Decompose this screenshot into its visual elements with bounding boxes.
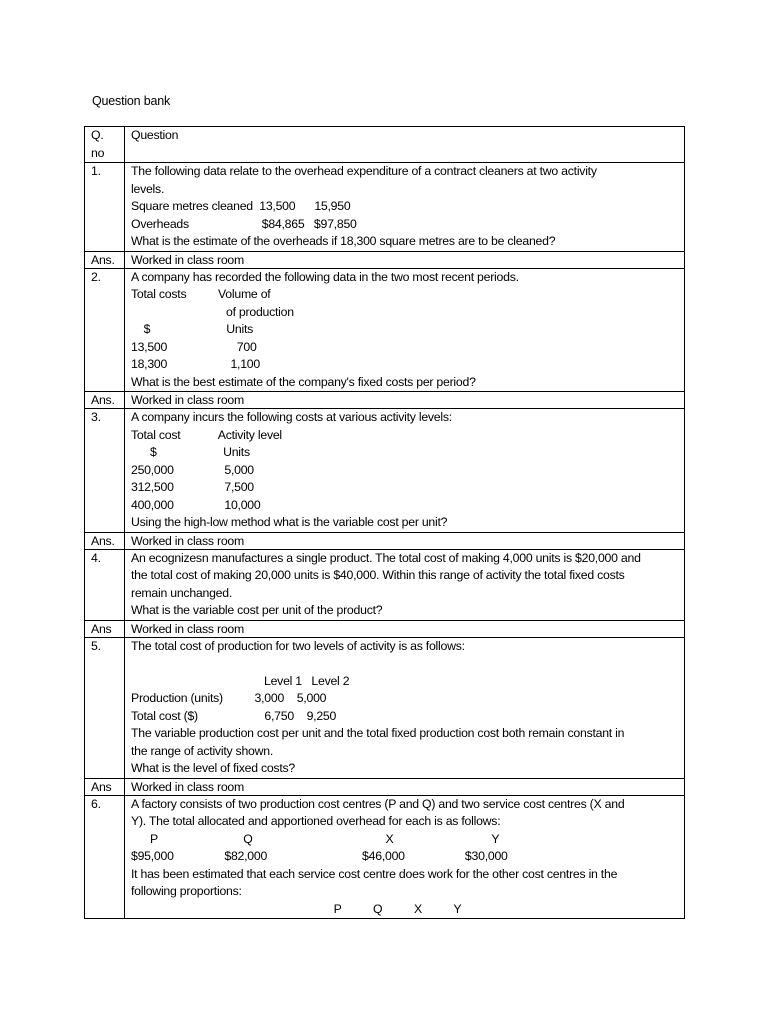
answer-row: [85, 620, 685, 637]
text-line: following proportions:: [131, 884, 242, 898]
question-text-cell: [125, 163, 685, 252]
text-line: A factory consists of two production cost centres (P and Q) and two service cost centres (X and: [131, 796, 625, 811]
answer-text-cell: [125, 620, 685, 637]
question-number-cell: 2.: [85, 268, 125, 392]
text-line: $95,000 $82,000 $46,000 $30,000: [131, 849, 508, 863]
answer-text-cell: [125, 778, 685, 795]
text-line: The total cost of production for two levels of activity is as follows:: [131, 638, 465, 653]
text-line: Total cost ($) 6,750 9,250: [131, 708, 337, 723]
answer-label-cell: Ans.: [85, 392, 125, 409]
text-line: Using the high-low method what is the variable cost per unit?: [131, 515, 448, 529]
header-qno-line: no: [91, 145, 105, 160]
text-line: The following data relate to the overhead expenditure of a contract cleaners at two activity: [131, 164, 597, 178]
text-line: 250,000 5,000: [131, 462, 254, 477]
question-number-cell: 4.: [85, 549, 125, 620]
text-line: P Q X Y: [131, 901, 462, 916]
text-line: remain unchanged.: [131, 585, 233, 600]
answer-text-cell: [125, 251, 685, 268]
question-table: [84, 126, 685, 919]
text-line: 18,300 1,100: [131, 357, 260, 371]
question-number-cell: 6.: [85, 795, 125, 919]
text-line: What is the best estimate of the company's fixed costs per period?: [131, 374, 476, 389]
header-question-cell: Question: [125, 127, 685, 163]
question-row: [85, 795, 685, 919]
question-number-cell: 3.: [85, 409, 125, 533]
question-number-cell: 5.: [85, 637, 125, 778]
question-text-cell: [125, 795, 685, 919]
text-line: Worked in class room: [131, 621, 244, 636]
document-title: Question bank: [92, 94, 171, 108]
text-line: Square metres cleaned 13,500 15,950: [131, 199, 351, 213]
answer-row: [85, 392, 685, 409]
text-line: 13,500 700: [131, 339, 257, 354]
answer-text-cell: [125, 392, 685, 409]
text-line: What is the level of fixed costs?: [131, 761, 295, 775]
text-line: A company incurs the following costs at various activity levels:: [131, 410, 452, 424]
text-line: Total costs Volume of: [131, 287, 271, 301]
text-line: It has been estimated that each service cost centre does work for the other cost centres in the: [131, 866, 618, 881]
text-line: 400,000 10,000: [131, 497, 261, 512]
text-line: 312,500 7,500: [131, 480, 254, 494]
text-line: Worked in class room: [131, 252, 244, 267]
text-line: P Q X Y: [131, 831, 500, 846]
text-line: What is the estimate of the overheads if 18,300 square metres are to be cleaned?: [131, 234, 556, 248]
text-line: levels.: [131, 181, 165, 196]
question-text-cell: [125, 409, 685, 533]
question-row: [85, 268, 685, 392]
answer-row: [85, 532, 685, 549]
text-line: A company has recorded the following data in the two most recent periods.: [131, 269, 519, 284]
text-line: Overheads $84,865 $97,850: [131, 216, 357, 231]
question-text-cell: [125, 268, 685, 392]
answer-row: [85, 778, 685, 795]
text-line: Production (units) 3,000 5,000: [131, 691, 327, 705]
answer-text-cell: [125, 532, 685, 549]
answer-row: [85, 251, 685, 268]
question-row: [85, 637, 685, 778]
question-row: [85, 409, 685, 533]
text-line: An ecognizesn manufactures a single product. The total cost of making 4,000 units is $20,000 and: [131, 550, 641, 565]
answer-label-cell: Ans.: [85, 532, 125, 549]
text-line: [131, 655, 678, 673]
text-line: The variable production cost per unit and the total fixed production cost both remain constant in: [131, 726, 625, 740]
text-line: What is the variable cost per unit of the product?: [131, 603, 383, 617]
text-line: $ Units: [131, 445, 250, 459]
question-text-cell: [125, 637, 685, 778]
answer-label-cell: Ans.: [85, 251, 125, 268]
text-line: Level 1 Level 2: [131, 673, 350, 688]
header-qno-cell: [85, 127, 125, 163]
text-line: the range of activity shown.: [131, 743, 274, 758]
text-line: $ Units: [131, 322, 254, 336]
text-line: the total cost of making 20,000 units is $40,000. Within this range of activity the total fixed costs: [131, 568, 625, 582]
question-row: [85, 549, 685, 620]
question-number-cell: 1.: [85, 163, 125, 252]
text-line: Worked in class room: [131, 779, 244, 794]
text-line: Total cost Activity level: [131, 427, 282, 442]
header-qno-line: Q.: [91, 128, 104, 142]
table-header-row: [85, 127, 685, 163]
question-text-cell: [125, 549, 685, 620]
text-line: Worked in class room: [131, 393, 244, 407]
answer-label-cell: Ans: [85, 620, 125, 637]
answer-label-cell: Ans: [85, 778, 125, 795]
text-line: Y). The total allocated and apportioned overhead for each is as follows:: [131, 814, 501, 828]
text-line: Worked in class room: [131, 533, 244, 548]
text-line: of production: [131, 304, 294, 319]
question-row: [85, 163, 685, 252]
